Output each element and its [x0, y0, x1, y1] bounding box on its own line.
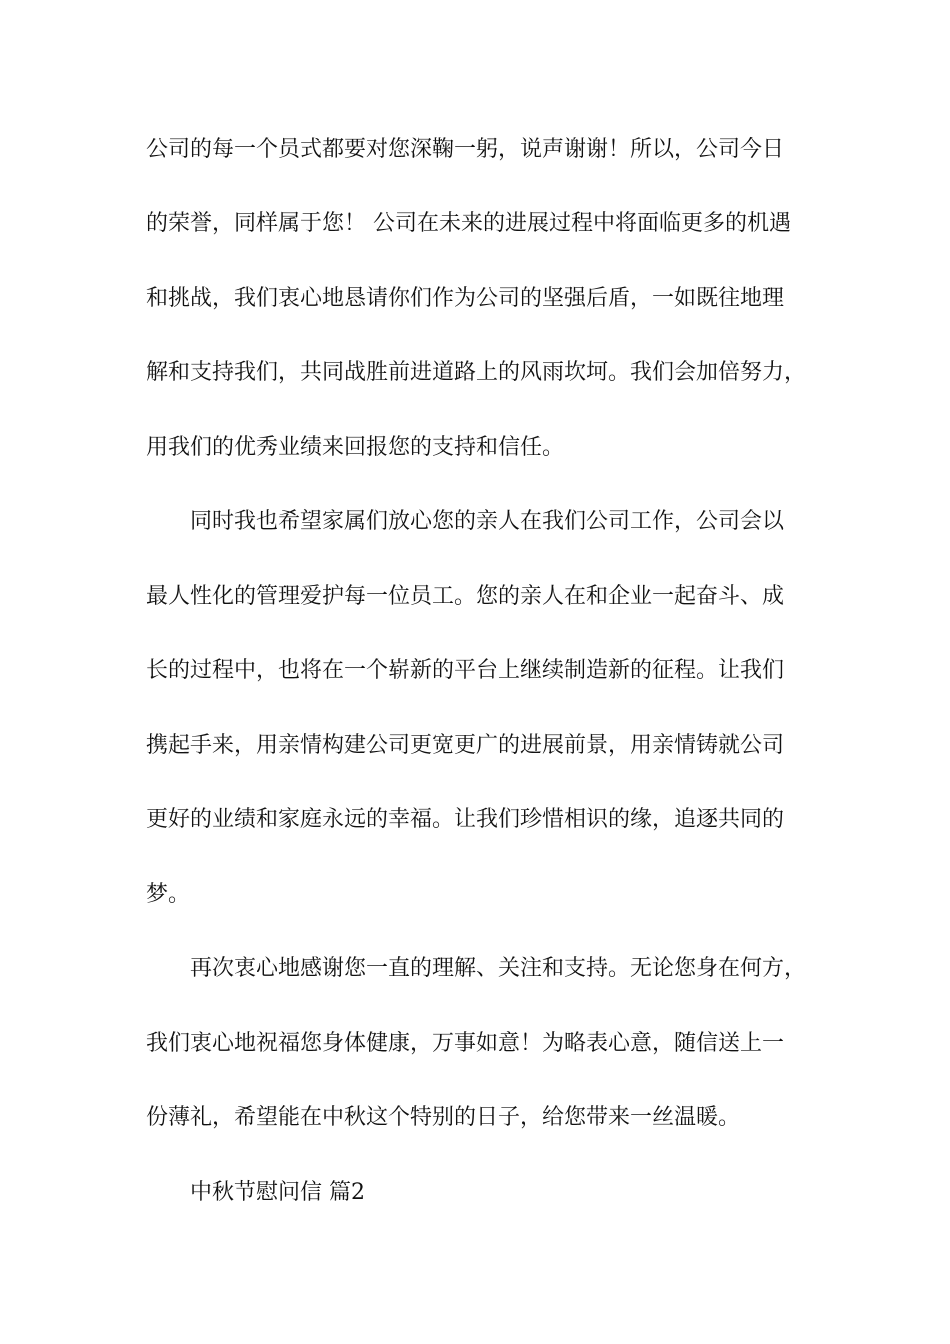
text-line: 解和支持我们，共同战胜前进道路上的风雨坎坷。我们会加倍努力，: [146, 360, 807, 385]
text-line: 最人性化的管理爱护每一位员工。您的亲人在和企业一起奋斗、成: [146, 584, 785, 609]
text-line: 长的过程中，也将在一个崭新的平台上继续制造新的征程。让我们: [146, 658, 785, 683]
text-line: 更好的业绩和家庭永远的幸福。让我们珍惜相识的缘，追逐共同的: [146, 807, 785, 832]
text-line: 梦。: [146, 882, 191, 907]
text-line: 我们衷心地祝福您身体健康，万事如意！为略表心意，随信送上一: [146, 1031, 785, 1056]
text-line: 和挑战，我们衷心地恳请你们作为公司的坚强后盾，一如既往地理: [146, 286, 785, 311]
section-heading: 中秋节慰问信 篇2: [190, 1180, 365, 1205]
paragraph-start-line: 再次衷心地感谢您一直的理解、关注和支持。无论您身在何方，: [190, 956, 807, 981]
paragraph-start-line: 同时我也希望家属们放心您的亲人在我们公司工作，公司会以: [190, 509, 785, 534]
text-line: 携起手来，用亲情构建公司更宽更广的进展前景，用亲情铸就公司: [146, 733, 785, 758]
text-line: 用我们的优秀业绩来回报您的支持和信任。: [146, 435, 565, 460]
text-line: 的荣誉，同样属于您！ 公司在未来的进展过程中将面临更多的机遇: [146, 211, 791, 236]
text-line: 公司的每一个员式都要对您深鞠一躬，说声谢谢！所以，公司今日: [146, 137, 785, 162]
text-line: 份薄礼，希望能在中秋这个特别的日子，给您带来一丝温暖。: [146, 1105, 741, 1130]
